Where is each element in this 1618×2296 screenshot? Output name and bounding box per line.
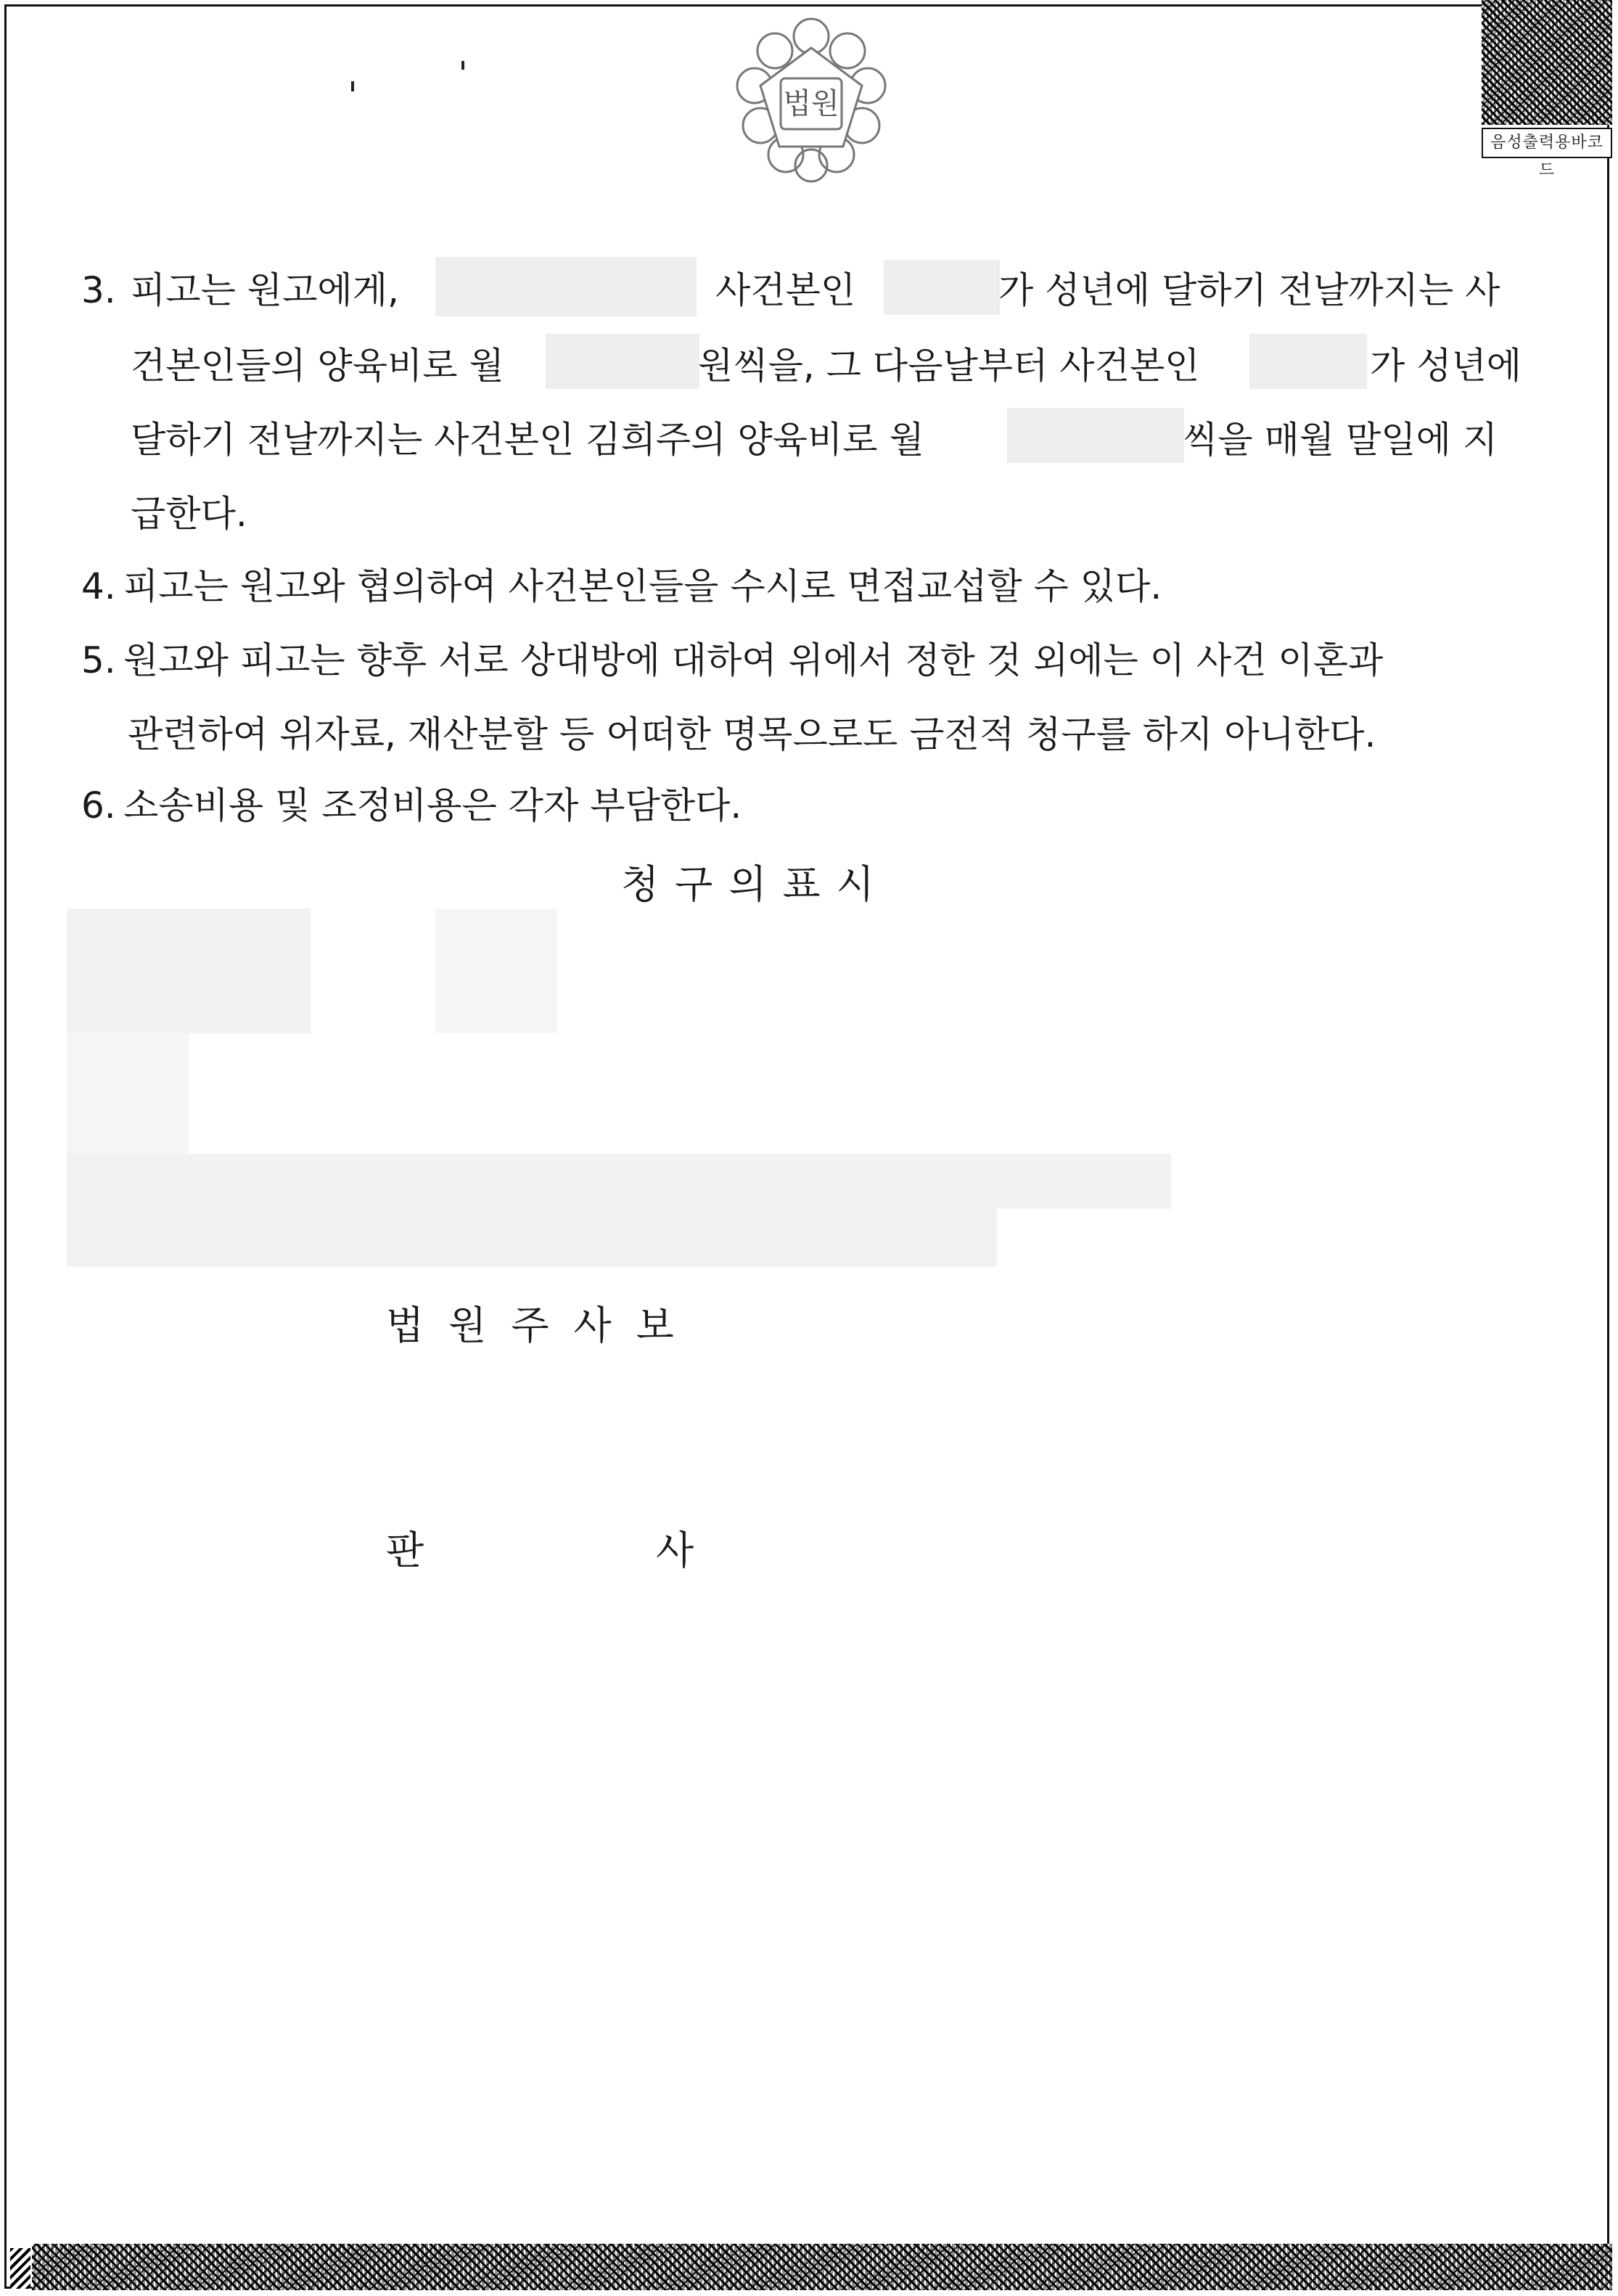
- redacted-block: [67, 909, 311, 1033]
- seal-text: 법원: [783, 87, 839, 120]
- barcode-icon: [1482, 0, 1612, 125]
- scan-speck: [461, 61, 464, 70]
- clause-text: 급한다.: [131, 493, 247, 535]
- clause-4: [0, 563, 1618, 614]
- redacted-block: [435, 909, 557, 1033]
- clause-5: [0, 637, 1618, 760]
- clause-3: [0, 267, 1618, 535]
- redaction: [1007, 408, 1184, 463]
- clause-text: 원씩을, 그 다음날부터 사건본인: [698, 345, 1200, 387]
- clause-text: 소송비용 및 조정비용은 각자 부담한다.: [123, 784, 742, 827]
- judge-title-right: 사: [656, 1528, 694, 1573]
- clause-number: 4.: [81, 565, 116, 607]
- redaction: [884, 260, 1000, 315]
- redaction: [546, 334, 699, 389]
- court-seal-icon: [724, 6, 898, 187]
- claim-heading: 청구의표시: [621, 861, 890, 907]
- clause-number: 5.: [81, 639, 116, 681]
- judge-title-left: 판: [386, 1528, 424, 1573]
- clause-text: 가 성년에 달하기 전날까지는 사: [998, 269, 1500, 311]
- redacted-block: [67, 1033, 189, 1154]
- clause-text: 사건본인: [715, 269, 856, 311]
- clause-text: 씩을 매월 말일에 지: [1183, 419, 1498, 461]
- scan-speck: [351, 81, 354, 91]
- clause-text: 원고와 피고는 향후 서로 상대방에 대하여 위에서 정한 것 외에는 이 사건 이혼과: [123, 639, 1384, 681]
- scan-corner-mark: [10, 2248, 30, 2289]
- clause-text: 피고는 원고에게,: [131, 269, 399, 311]
- redacted-block: [67, 1154, 1171, 1209]
- clause-text: 건본인들의 양육비로 월: [131, 345, 504, 387]
- clause-text: 달하기 전날까지는 사건본인 김희주의 양육비로 월: [131, 419, 924, 461]
- clerk-title: 법원주사보: [386, 1303, 699, 1348]
- clause-text: 가 성년에: [1370, 345, 1522, 387]
- clause-6: [0, 782, 1618, 833]
- clause-number: 3.: [81, 269, 116, 311]
- clause-number: 6.: [81, 784, 116, 827]
- bottom-barcode-strip: [32, 2244, 1612, 2290]
- redaction: [435, 257, 697, 316]
- clause-text: 관련하여 위자료, 재산분할 등 어떠한 명목으로도 금전적 청구를 하지 아니한다.: [128, 713, 1376, 755]
- barcode-label: 음성출력용바코드: [1482, 128, 1612, 158]
- redaction: [1249, 334, 1367, 389]
- redacted-block: [67, 1209, 997, 1267]
- clause-text: 피고는 원고와 협의하여 사건본인들을 수시로 면접교섭할 수 있다.: [123, 565, 1162, 607]
